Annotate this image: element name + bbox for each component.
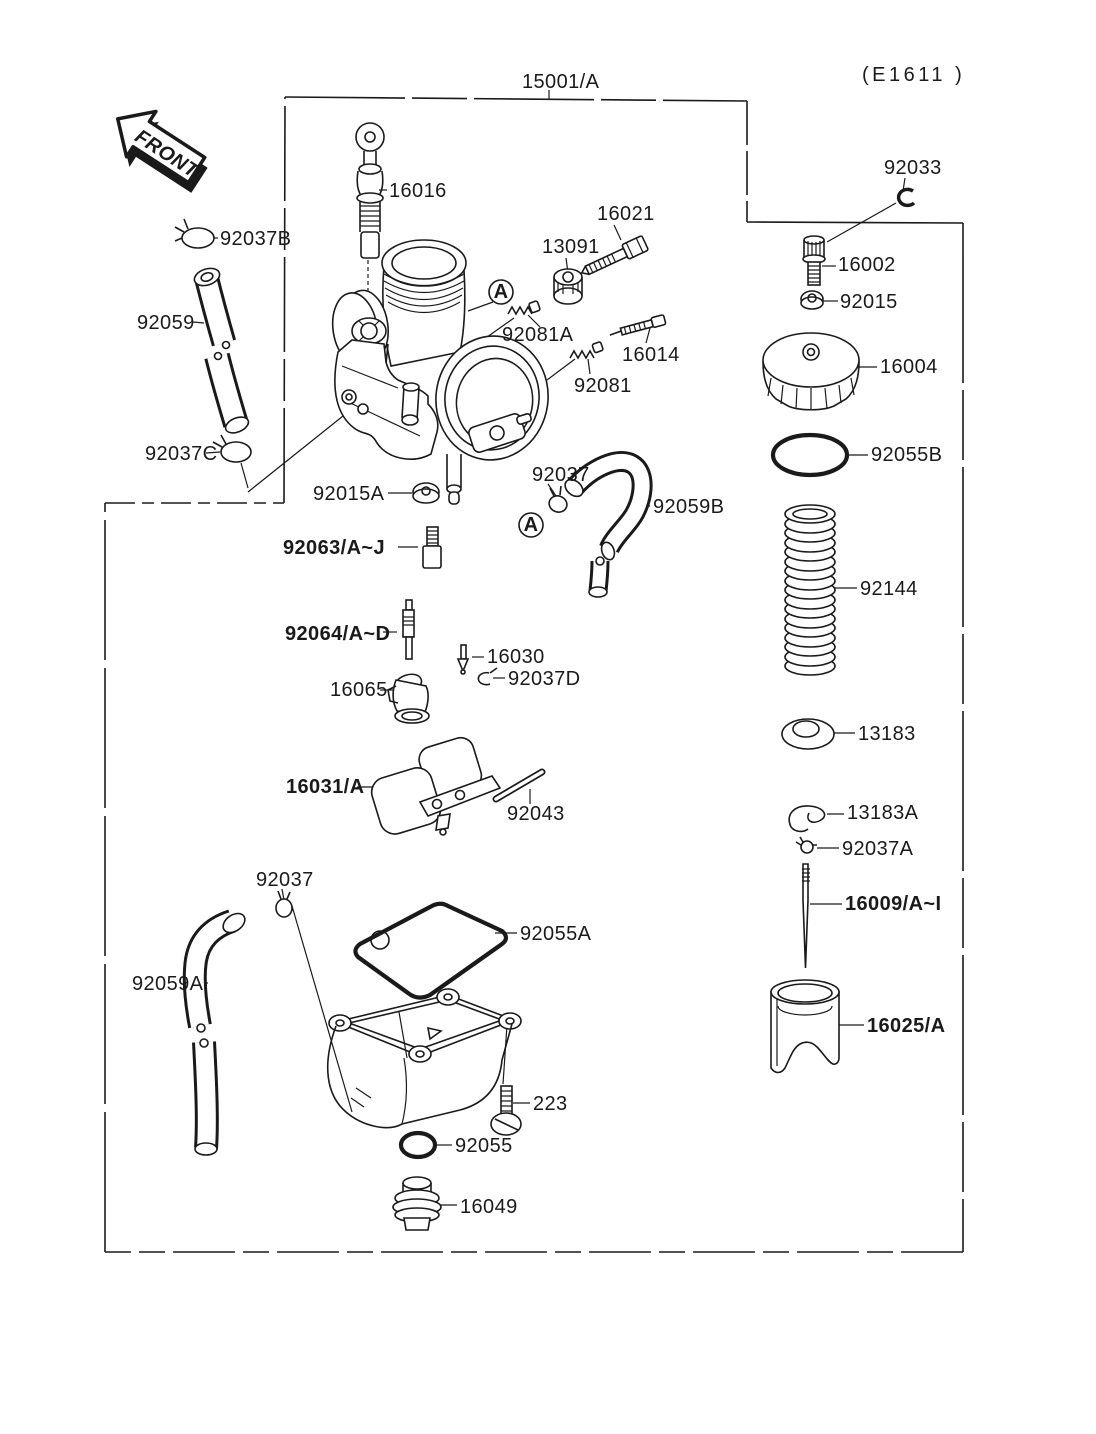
- part-label-20-92144: 92144: [860, 578, 918, 600]
- part-label-32-92055A: 92055A: [520, 923, 592, 945]
- float-bowl-drawing: [328, 989, 521, 1128]
- part-label-7-16002: 16002: [838, 254, 896, 276]
- part-label-13-16004: 16004: [880, 356, 938, 378]
- part-16004-cap-drawing: [763, 333, 859, 410]
- part-label-21-92064-A-D: 92064/A~D: [285, 623, 391, 645]
- part-label-18-92059B: 92059B: [653, 496, 725, 518]
- view-marker-a-top: [489, 280, 513, 304]
- part-label-29-92037A: 92037A: [842, 838, 914, 860]
- part-16014-drawing: [608, 315, 666, 339]
- part-label-2-92033: 92033: [884, 157, 942, 179]
- part-92059-tube-drawing: [192, 265, 251, 436]
- part-92059A-hose-drawing: [195, 910, 249, 1155]
- part-92015A-drawing: [413, 483, 439, 503]
- part-label-33-92059A: 92059A: [132, 973, 204, 995]
- part-label-6-13091: 13091: [542, 236, 600, 258]
- part-92037D-clip-drawing: [478, 668, 497, 685]
- part-label-5-16021: 16021: [597, 203, 655, 225]
- part-92081A-drawing: [508, 301, 540, 314]
- front-arrow-label: FRONT: [130, 125, 203, 183]
- part-13183-washer-drawing: [782, 719, 834, 749]
- part-label-25-13183: 13183: [858, 723, 916, 745]
- part-label-28-13183A: 13183A: [847, 802, 919, 824]
- part-label-15-92055B: 92055B: [871, 444, 943, 466]
- part-label-27-92043: 92043: [507, 803, 565, 825]
- part-92037A-clip-drawing: [796, 837, 817, 853]
- part-92055A-gasket-drawing: [355, 904, 506, 998]
- part-16025-slide-drawing: [771, 980, 839, 1073]
- part-label-24-16065: 16065: [330, 679, 388, 701]
- part-16065-drawing: [388, 671, 429, 723]
- part-label-10-92081A: 92081A: [502, 324, 574, 346]
- part-16049-plug-drawing: [393, 1177, 441, 1230]
- part-92037B-clip-drawing: [175, 219, 214, 248]
- part-label-14-92037C: 92037C: [145, 443, 218, 465]
- part-92037-bottom-clip-drawing: [276, 891, 292, 917]
- part-92081-drawing: [570, 342, 603, 358]
- part-label-1--E1611-: (E1611 ): [862, 64, 966, 86]
- part-label-0-15001-A: 15001/A: [522, 71, 600, 93]
- part-92063-jet-drawing: [423, 527, 441, 568]
- view-marker-a-bottom-letter: A: [523, 514, 539, 536]
- part-92064-needle-jet-drawing: [403, 600, 414, 659]
- view-marker-a-bottom: [519, 513, 543, 537]
- part-label-12-92081: 92081: [574, 375, 632, 397]
- part-label-36-92055: 92055: [455, 1135, 513, 1157]
- part-label-9-92059: 92059: [137, 312, 195, 334]
- part-label-4-92037B: 92037B: [220, 228, 292, 250]
- part-label-11-16014: 16014: [622, 344, 680, 366]
- part-13091-drawing: [554, 269, 582, 304]
- part-label-26-16031-A: 16031/A: [286, 776, 365, 798]
- part-16009-needle-drawing: [802, 864, 810, 968]
- part-label-35-223: 223: [533, 1093, 568, 1115]
- part-92055B-oring-drawing: [773, 435, 847, 475]
- part-labels-layer: [132, 64, 965, 1218]
- part-92043-pin-drawing: [496, 772, 542, 799]
- part-92037C-clip-drawing: [213, 435, 251, 462]
- front-arrow: [99, 96, 218, 203]
- part-label-23-92037D: 92037D: [508, 668, 581, 690]
- part-16002-drawing: [803, 236, 825, 285]
- part-label-8-92015: 92015: [840, 291, 898, 313]
- part-label-30-16009-A-I: 16009/A~I: [845, 893, 942, 915]
- part-92055-oring-drawing: [401, 1133, 435, 1157]
- part-label-31-92037: 92037: [256, 869, 314, 891]
- part-92144-spring-drawing: [785, 505, 835, 675]
- part-label-34-16025-A: 16025/A: [867, 1015, 946, 1037]
- part-16031-float-drawing: [363, 734, 500, 837]
- part-label-37-16049: 16049: [460, 1196, 518, 1218]
- part-92015-drawing: [801, 291, 823, 309]
- part-223-screw-drawing: [491, 1086, 521, 1135]
- part-label-17-92015A: 92015A: [313, 483, 385, 505]
- part-label-3-16016: 16016: [389, 180, 447, 202]
- part-92033-clip-drawing: [899, 189, 914, 205]
- part-label-19-92063-A-J: 92063/A~J: [283, 537, 386, 559]
- part-13183A-clip-drawing: [789, 806, 824, 832]
- part-16030-drawing: [458, 645, 468, 674]
- part-label-16-92037: 92037: [532, 464, 590, 486]
- part-label-22-16030: 16030: [487, 646, 545, 668]
- view-marker-a-top-letter: A: [493, 281, 509, 303]
